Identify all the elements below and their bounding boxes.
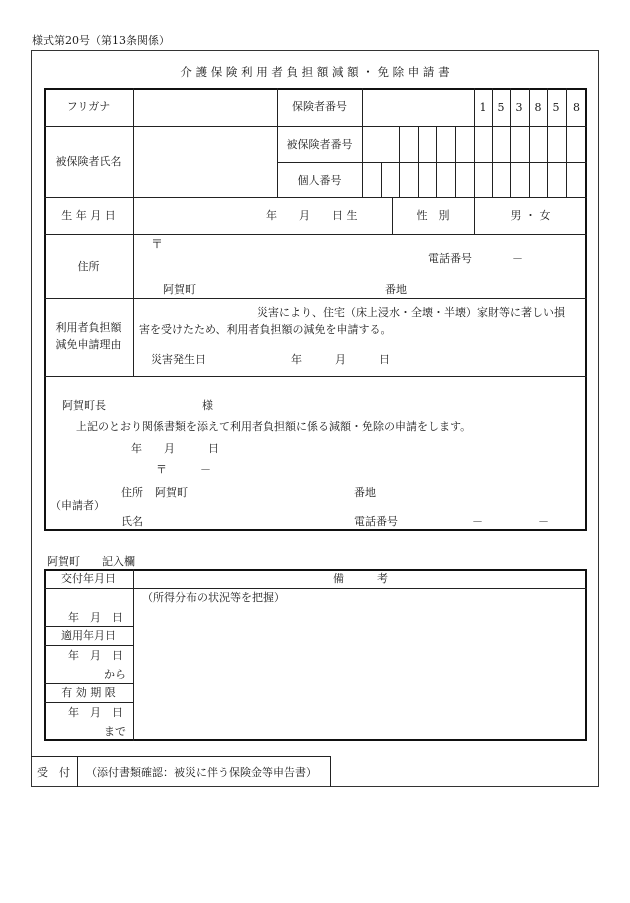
insurer-number-label: 保険者番号 <box>292 100 347 113</box>
form-number: 様式第20号（第13条関係） <box>32 34 170 47</box>
gender-options[interactable]: 男 ・ 女 <box>510 209 551 222</box>
apply-date-ymd: 年 月 日 <box>68 649 123 662</box>
applicant-phone-dashes: － － <box>472 515 549 528</box>
insurer-digit: 5 <box>552 101 560 114</box>
form-title: 介 護 保 険 利 用 者 負 担 額 減 額 ・ 免 除 申 請 書 <box>180 65 450 79</box>
disaster-date-label: 災害発生日 <box>151 353 206 366</box>
furigana-field[interactable] <box>134 89 276 125</box>
applicant-label: （申請者） <box>50 499 105 512</box>
until-label: まで <box>104 725 126 738</box>
postal-mark-icon: 〒 <box>151 237 164 251</box>
reason-text-line1: 災害により、住宅（床上浸水・全壊・半壊）家財等に著しい損 <box>257 306 565 319</box>
issue-date-ymd: 年 月 日 <box>68 611 123 624</box>
gender-label: 性 別 <box>416 209 450 222</box>
applicant-address-label: 住所 <box>121 486 143 499</box>
insured-number-label: 被保険者番号 <box>286 138 353 151</box>
insurer-digit: 1 <box>479 101 487 114</box>
disaster-date-format: 年 月 日 <box>291 353 390 366</box>
insurer-digit: 8 <box>534 101 542 114</box>
remarks-note: （所得分布の状況等を把握） <box>142 591 285 604</box>
furigana-label: フリガナ <box>66 100 111 113</box>
issue-date-label: 交付年月日 <box>61 572 116 585</box>
phone-label: 電話番号 <box>428 252 472 265</box>
address-label: 住所 <box>77 260 100 273</box>
from-label: から <box>104 668 126 681</box>
birth-date-label: 生 年 月 日 <box>61 209 116 222</box>
personal-number-label: 個人番号 <box>297 174 342 187</box>
phone-dash: － <box>512 252 523 265</box>
reason-text-line2: 害を受けたため、利用者負担額の減免を申請する。 <box>139 323 392 336</box>
application-date: 年 月 日 <box>131 442 219 455</box>
mayor-label: 阿賀町長 <box>62 399 106 412</box>
validity-ymd: 年 月 日 <box>68 706 123 719</box>
insurer-digit: 3 <box>515 101 523 114</box>
sama-label: 様 <box>202 399 213 412</box>
office-section-label: 阿賀町 記入欄 <box>47 555 135 568</box>
birth-date-format: 年 月 日 生 <box>266 209 358 222</box>
applicant-town: 阿賀町 <box>155 486 188 499</box>
insurer-digit: 8 <box>573 101 580 114</box>
reception-label: 受 付 <box>37 766 70 779</box>
applicant-name-label: 氏名 <box>121 515 143 528</box>
applicant-phone-label: 電話番号 <box>354 515 398 528</box>
office-use-table <box>44 569 587 741</box>
applicant-postal: 〒 － <box>156 463 211 476</box>
insurer-digit: 5 <box>497 101 505 114</box>
insured-name-label: 被保険者氏名 <box>55 155 122 168</box>
reception-note: （添付書類確認：被災に伴う保険金等申告書） <box>86 766 317 779</box>
remarks-label: 備 考 <box>333 572 388 585</box>
insured-name-field[interactable] <box>134 127 276 196</box>
reason-label-line2: 減免申請理由 <box>55 338 122 351</box>
address-town: 阿賀町 <box>163 283 196 296</box>
application-text: 上記のとおり関係書類を添えて利用者負担額に係る減額・免除の申請をします。 <box>76 420 472 433</box>
applicant-banchi: 番地 <box>354 486 376 499</box>
apply-date-label: 適用年月日 <box>61 629 116 642</box>
reason-label-line1: 利用者負担額 <box>55 321 122 334</box>
validity-label: 有 効 期 限 <box>61 686 116 699</box>
address-banchi: 番地 <box>385 283 407 296</box>
